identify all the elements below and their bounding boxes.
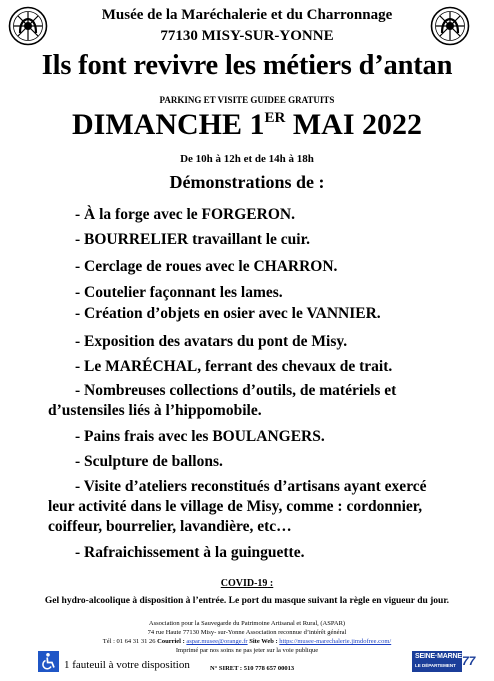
list-item: - Coutelier façonnant les lames.	[75, 284, 283, 301]
sponsor-number: 77	[462, 651, 475, 672]
list-item: - À la forge avec le FORGERON.	[75, 206, 295, 223]
list-item-continuation: d’ustensiles liés à l’hippomobile.	[48, 402, 262, 419]
list-item: - Cerclage de roues avec le CHARRON.	[75, 258, 338, 275]
opening-hours: De 10h à 12h et de 14h à 18h	[180, 153, 314, 165]
list-item: - Visite d’ateliers reconstitués d’artisans ayant exercé	[75, 478, 427, 495]
phone-number: Tél : 01 64 31 31 26	[102, 638, 156, 645]
sponsor-subtitle: LE DÉPARTEMENT	[415, 663, 456, 668]
association-address: 74 rue Haute 77130 Misy- sur-Yonne Association reconnue d’intérêt général	[147, 629, 347, 636]
list-item: - BOURRELIER travaillant le cuir.	[75, 231, 310, 248]
date-suffix: MAI 2022	[285, 108, 422, 141]
covid-title-text: COVID-19	[220, 578, 268, 589]
date-superscript: ER	[264, 110, 286, 126]
demonstrations-title: Démonstrations de :	[169, 172, 325, 192]
parking-note: PARKING ET VISITE GUIDEE GRATUITS	[159, 95, 335, 105]
covid-title	[0, 578, 494, 589]
seine-et-marne-logo	[412, 651, 475, 672]
covid-notice: Gel hydro-alcoolique à disposition à l’entrée. Le port du masque suivant la règle en vigueur du jour.	[44, 596, 450, 606]
list-item-continuation: leur activité dans le village de Misy, comme : cordonnier,	[48, 498, 423, 515]
siret-number: N° SIRET : 510 778 657 00013	[210, 665, 295, 672]
print-note: Imprimé par nos soins ne pas jeter sur la voie publique	[175, 647, 319, 654]
email-label: Courriel :	[157, 638, 185, 645]
association-contact	[0, 638, 494, 645]
list-item: - Nombreuses collections d’outils, de matériels et	[75, 382, 397, 399]
museum-name: Musée de la Maréchalerie et du Charronnage	[101, 7, 393, 23]
sponsor-name: SEINE·MARNE	[415, 653, 462, 660]
list-item: - Rafraichissement à la guinguette.	[75, 544, 305, 561]
list-item: - Le MARÉCHAL, ferrant des chevaux de trait.	[75, 358, 393, 375]
accessibility-text: 1 fauteuil à votre disposition	[64, 659, 190, 671]
date-prefix: DIMANCHE 1	[72, 108, 265, 141]
covid-title-colon: :	[267, 578, 274, 589]
list-item: - Exposition des avatars du pont de Misy.	[75, 333, 348, 350]
headline: Ils font revivre les métiers d’antan	[41, 50, 453, 81]
event-date	[0, 108, 494, 142]
website-link[interactable]: https://musee-marechalerie.jimdofree.com/	[279, 638, 392, 645]
wheelchair-accessibility-icon	[38, 651, 59, 672]
list-item: - Sculpture de ballons.	[75, 453, 223, 470]
list-item: - Création d’objets en osier avec le VANNIER.	[75, 305, 381, 322]
website-label: Site Web :	[249, 638, 278, 645]
list-item-continuation: coiffeur, bourrelier, lavandière, etc…	[48, 518, 292, 535]
museum-address: 77130 MISY-SUR-YONNE	[160, 28, 334, 44]
email-link[interactable]: aspar.musee@orange.fr	[186, 638, 248, 645]
list-item: - Pains frais avec les BOULANGERS.	[75, 428, 325, 445]
association-name: Association pour la Sauvegarde du Patrimoine Artisanal et Rural, (ASPAR)	[148, 620, 346, 627]
